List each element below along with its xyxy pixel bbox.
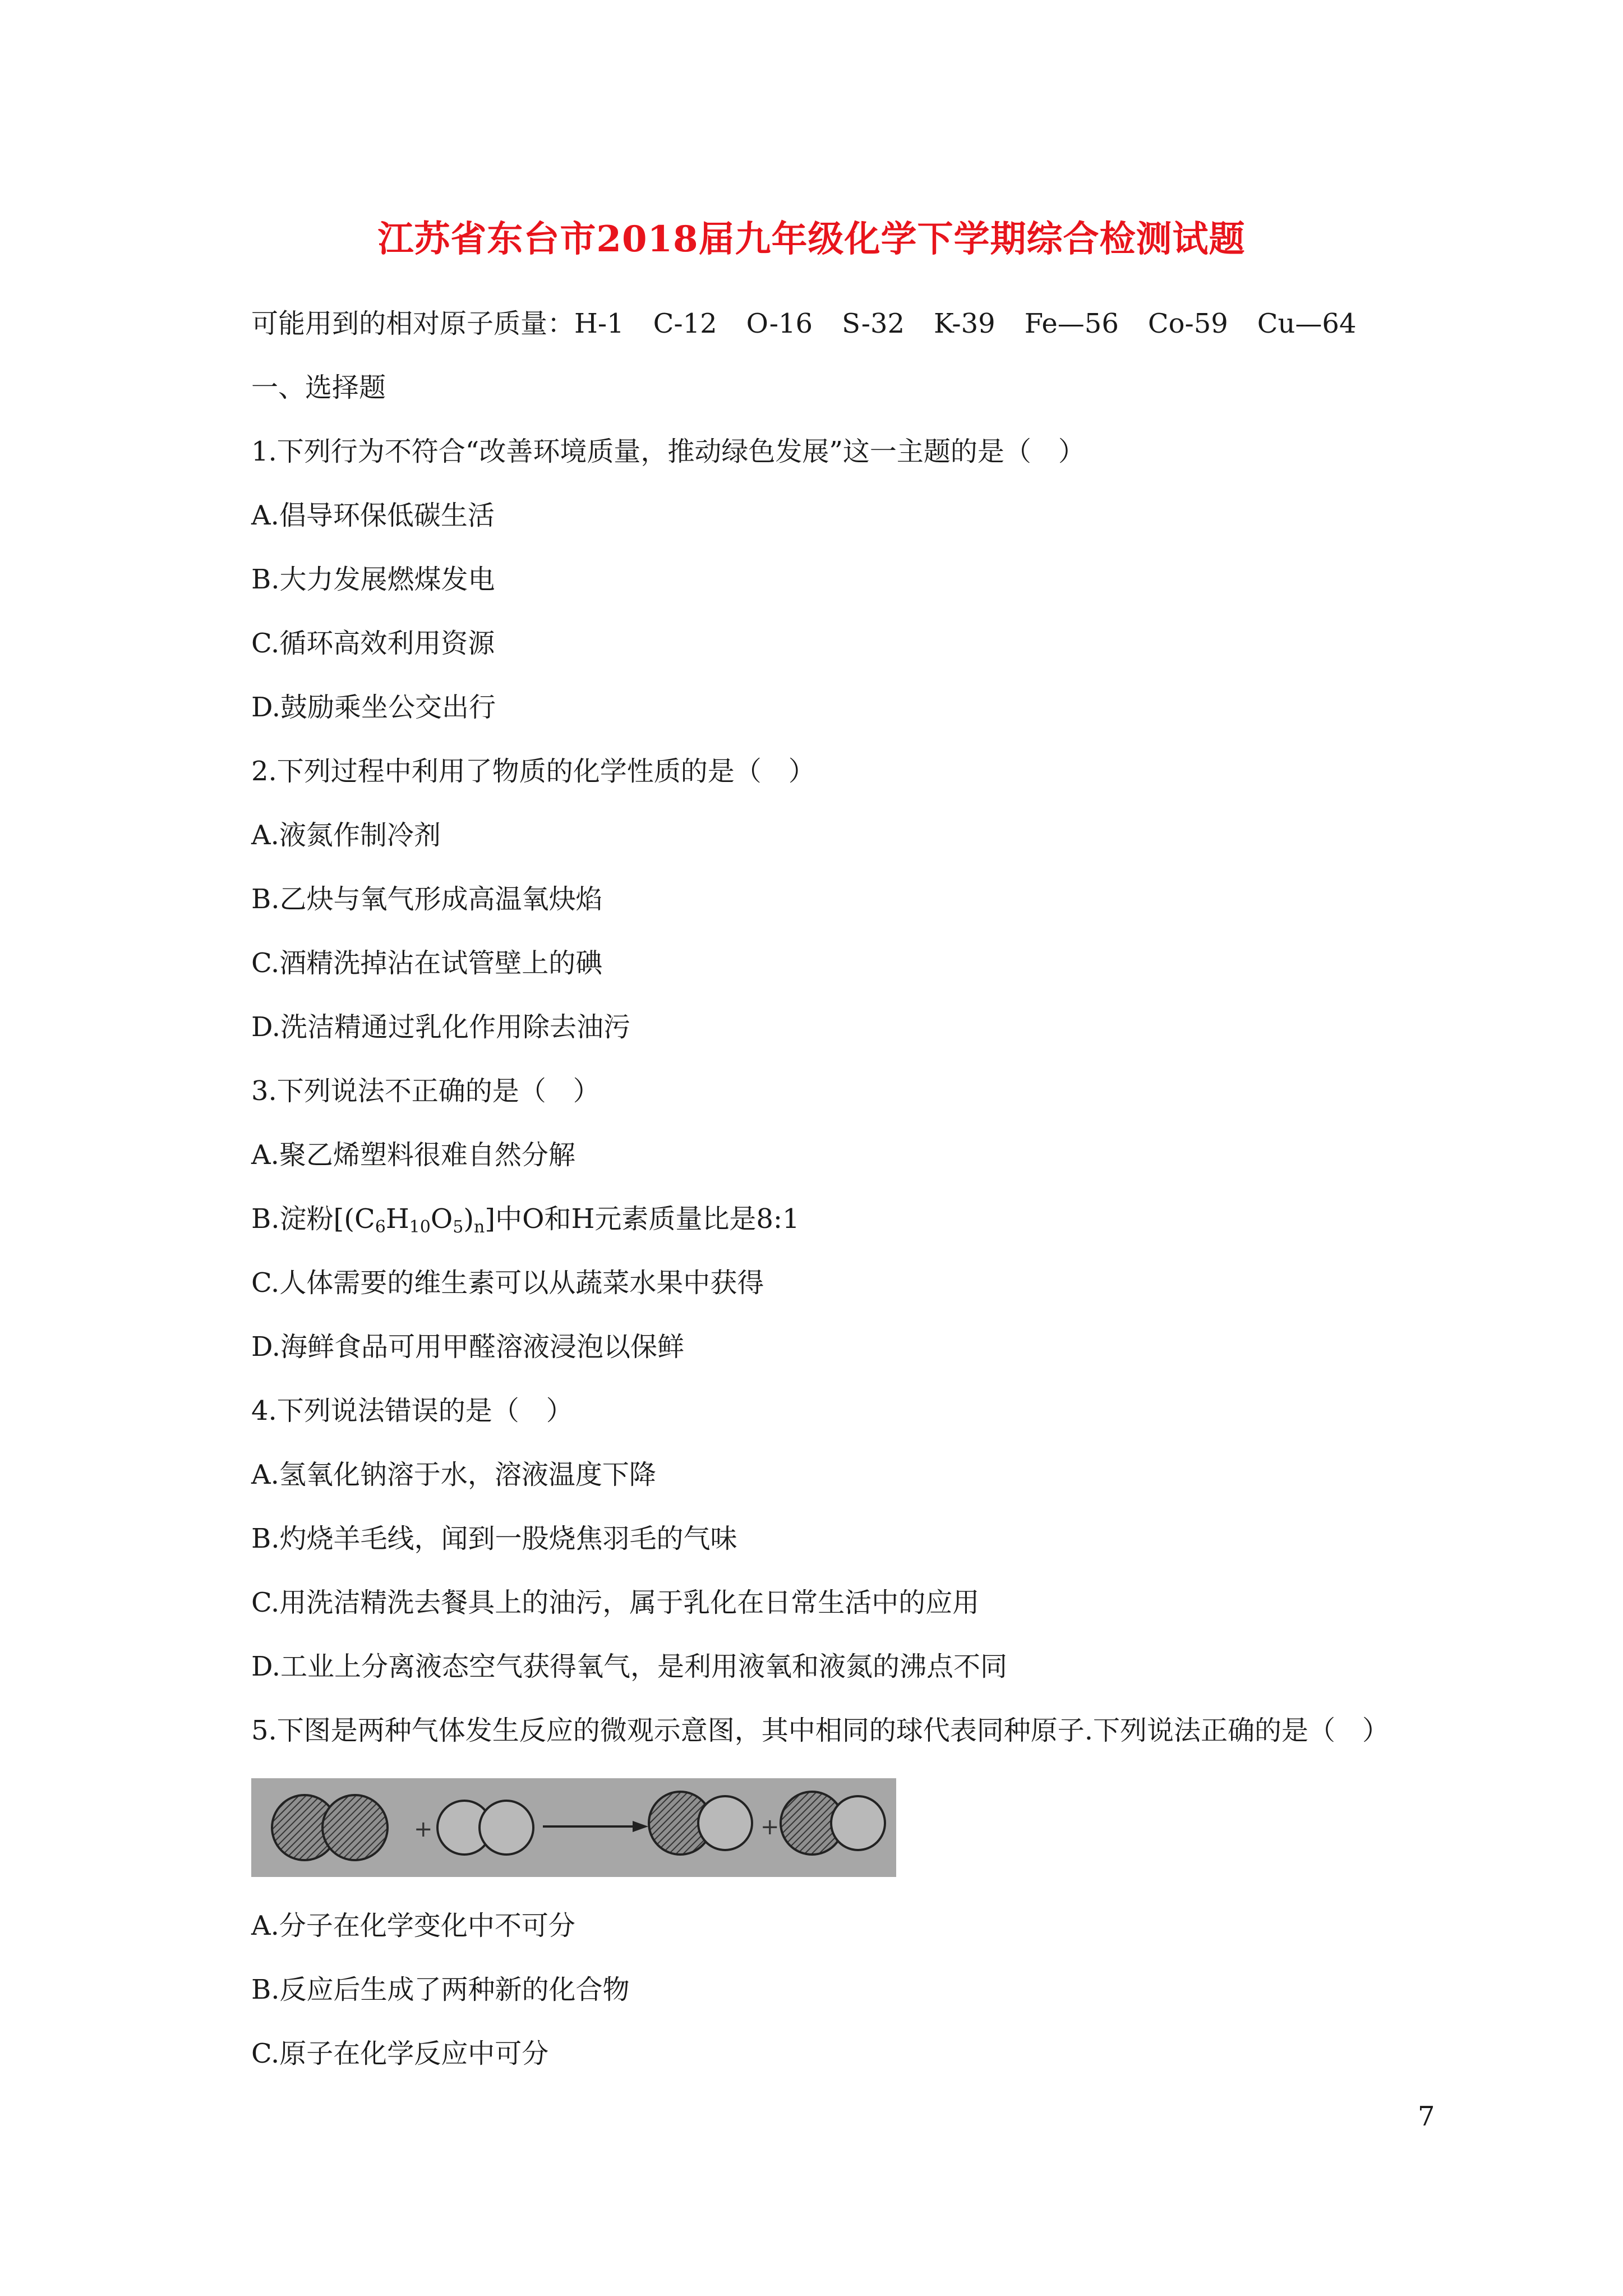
mass-fe: Fe—56 xyxy=(1024,308,1119,339)
mass-cu: Cu—64 xyxy=(1257,308,1357,339)
question-5-option-b: B.反应后生成了两种新的化合物 xyxy=(251,1974,630,2005)
question-3-option-a: A.聚乙烯塑料很难自然分解 xyxy=(251,1139,575,1171)
question-2-option-d: D.洗洁精通过乳化作用除去油污 xyxy=(251,1011,631,1043)
subscript-6: 6 xyxy=(375,1217,386,1237)
question-4-stem: 4.下列说法错误的是（ ） xyxy=(251,1395,573,1427)
mass-co: Co-59 xyxy=(1147,308,1228,339)
question-4-option-d: D.工业上分离液态空气获得氧气，是利用液氧和液氮的沸点不同 xyxy=(251,1651,1008,1682)
question-1-stem: 1.下列行为不符合“改善环境质量，推动绿色发展”这一主题的是（ ） xyxy=(251,436,1085,467)
mass-o: O-16 xyxy=(746,308,813,339)
question-2-stem: 2.下列过程中利用了物质的化学性质的是（ ） xyxy=(251,756,815,787)
question-2-option-a: A.液氮作制冷剂 xyxy=(251,820,441,851)
question-3-option-c: C.人体需要的维生素可以从蔬菜水果中获得 xyxy=(251,1267,764,1299)
plus-sign-1: + xyxy=(414,1816,433,1842)
reaction-arrow xyxy=(543,1821,648,1832)
exam-content xyxy=(251,292,1485,2086)
question-3-option-d: D.海鲜食品可用甲醛溶液浸泡以保鲜 xyxy=(251,1331,685,1363)
question-3-option-b xyxy=(251,1187,1485,1251)
question-4-option-a: A.氢氧化钠溶于水，溶液温度下降 xyxy=(251,1459,656,1490)
question-5-option-c: C.原子在化学反应中可分 xyxy=(251,2038,549,2069)
page-number: 7 xyxy=(1418,2101,1435,2132)
atomic-masses-line xyxy=(251,292,1485,356)
section-heading: 一、选择题 xyxy=(251,372,386,403)
reaction-diagram xyxy=(251,1778,896,1877)
mass-c: C-12 xyxy=(653,308,717,339)
product-molecule-1 xyxy=(649,1792,752,1855)
question-1-option-c: C.循环高效利用资源 xyxy=(251,628,495,659)
question-5-option-a: A.分子在化学变化中不可分 xyxy=(251,1910,575,1941)
question-2-option-b: B.乙炔与氧气形成高温氧炔焰 xyxy=(251,884,603,915)
question-4-option-b: B.灼烧羊毛线，闻到一股烧焦羽毛的气味 xyxy=(251,1523,737,1554)
mass-k: K-39 xyxy=(934,308,995,339)
reactant-molecule-white xyxy=(437,1801,533,1855)
page-title: 江苏省东台市2018届九年级化学下学期综合检测试题 xyxy=(377,218,1246,260)
subscript-5: 5 xyxy=(453,1217,464,1237)
mass-h: H-1 xyxy=(574,308,624,339)
question-1-option-d: D.鼓励乘坐公交出行 xyxy=(251,692,496,723)
mass-s: S-32 xyxy=(842,308,905,339)
atomic-masses-label: 可能用到的相对原子质量： xyxy=(251,308,575,339)
reactant-molecule-hatched xyxy=(272,1795,388,1860)
formula-o: O xyxy=(430,1203,453,1235)
starch-formula-suffix: ]中O和H元素质量比是8:1 xyxy=(485,1203,800,1235)
starch-formula-prefix: B.淀粉[(C xyxy=(251,1203,375,1235)
question-5-stem: 5.下图是两种气体发生反应的微观示意图，其中相同的球代表同种原子.下列说法正确的是（ ） xyxy=(251,1715,1390,1746)
question-1-option-a: A.倡导环保低碳生活 xyxy=(251,500,495,531)
question-2-option-c: C.酒精洗掉沾在试管壁上的碘 xyxy=(251,947,603,979)
question-3-stem: 3.下列说法不正确的是（ ） xyxy=(251,1075,600,1107)
product-molecule-2 xyxy=(781,1792,885,1855)
formula-close: ) xyxy=(463,1203,474,1235)
subscript-n: n xyxy=(474,1217,485,1237)
formula-h: H xyxy=(385,1203,409,1235)
subscript-10: 10 xyxy=(409,1217,431,1237)
plus-sign-2: + xyxy=(760,1814,780,1840)
question-1-option-b: B.大力发展燃煤发电 xyxy=(251,564,495,595)
reaction-diagram-svg xyxy=(251,1778,896,1877)
question-4-option-c: C.用洗洁精洗去餐具上的油污，属于乳化在日常生活中的应用 xyxy=(251,1587,980,1618)
